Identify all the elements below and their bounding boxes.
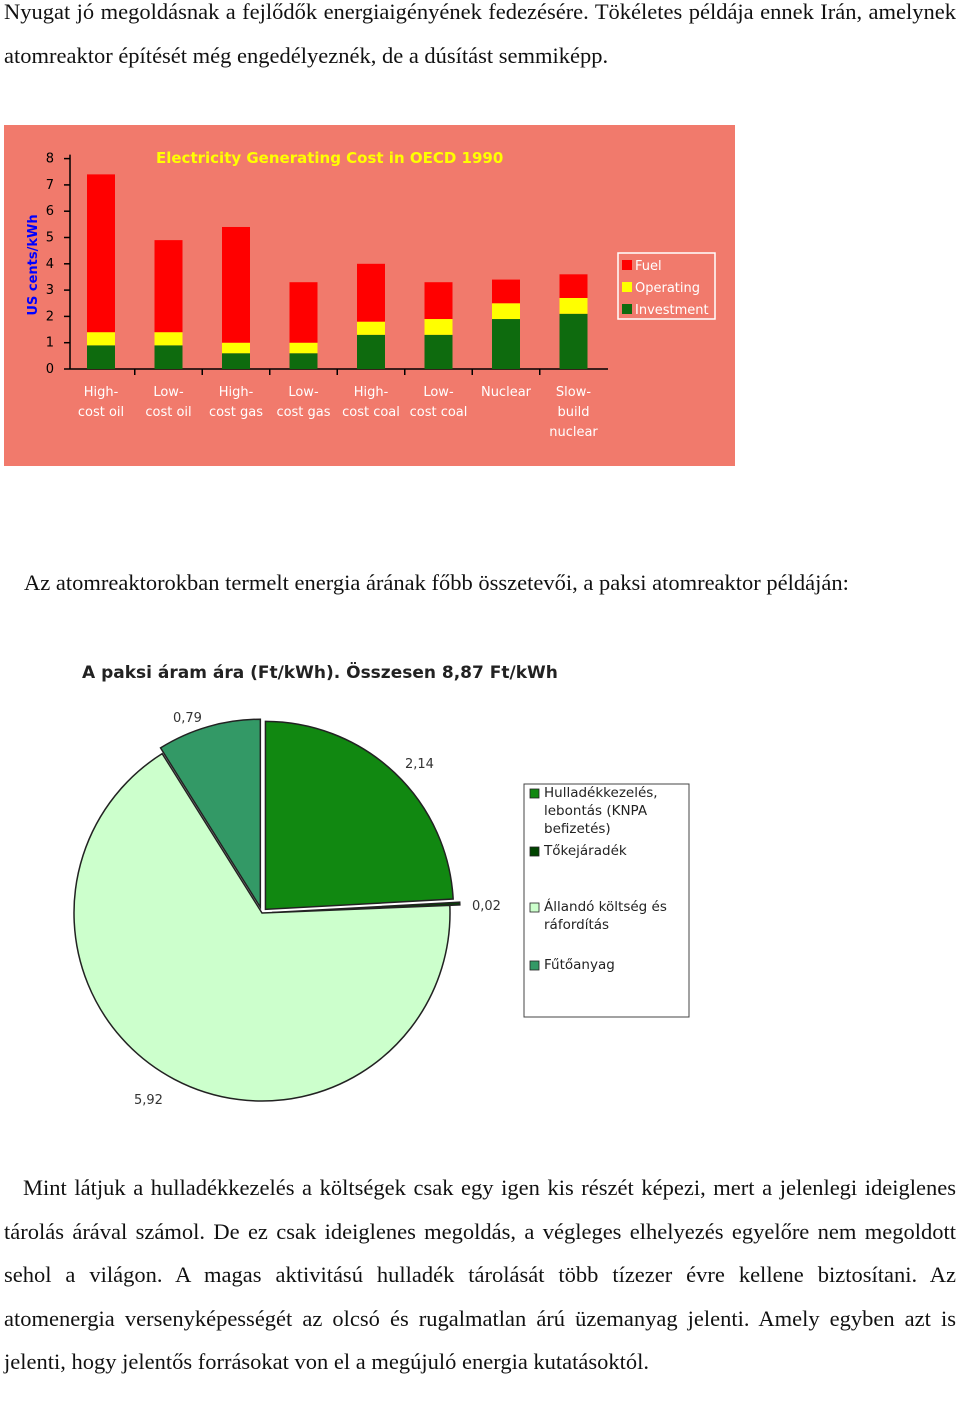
bar-chart-ytick-label: 1: [45, 335, 54, 351]
bar-chart-category-label: cost gas: [208, 405, 264, 420]
bar-segment-operating: [492, 303, 520, 319]
bar-chart-category-label: Low-: [288, 385, 319, 400]
bar-chart-title: Electricity Generating Cost in OECD 1990: [156, 149, 504, 167]
bar-segment-investment: [492, 319, 520, 369]
pie-value-label: 5,92: [134, 1093, 163, 1108]
bar-chart-ytick-label: 2: [45, 309, 54, 325]
bar-chart-svg: [4, 125, 735, 466]
bar-segment-fuel: [560, 274, 588, 298]
bar-segment-operating: [425, 319, 453, 335]
bar-chart-category-label: High-: [83, 385, 119, 400]
bar-chart-category-label: build: [557, 405, 590, 420]
pie-legend-label-line: lebontás (KNPA: [544, 803, 648, 819]
pie-legend-swatch: [530, 903, 539, 912]
bar-segment-fuel: [155, 240, 183, 332]
pie-value-label: 2,14: [405, 757, 434, 772]
pie-legend-label: [543, 843, 627, 859]
bar-chart-category-label: nuclear: [549, 425, 598, 440]
bar-chart-category-label: cost gas: [276, 405, 331, 420]
pie-value-label: 0,02: [472, 899, 501, 914]
bar-chart-category-label: Nuclear: [480, 385, 532, 400]
bar-segment-investment: [155, 345, 183, 369]
paragraph-pie-intro: Az atomreaktorokban termelt energia árának főbb összetevői, a paksi atomreaktor példáján:: [24, 570, 849, 595]
bar-segment-operating: [155, 332, 183, 345]
bar-chart-category-label: Slow-: [555, 385, 592, 400]
bar-chart: [4, 125, 735, 466]
bar-segment-fuel: [425, 282, 453, 319]
bar-chart-category-label: Low-: [423, 385, 454, 400]
bar-segment-fuel: [222, 227, 250, 343]
bar-chart-category-label: High-: [353, 385, 389, 400]
pie-legend-label-line: Hulladékkezelés,: [544, 785, 658, 801]
pie-value-label: 0,79: [173, 711, 202, 726]
bar-segment-fuel: [290, 282, 318, 342]
pie-chart: [60, 650, 720, 1120]
pie-chart-svg: [60, 650, 720, 1120]
bar-segment-fuel: [357, 264, 385, 322]
bar-chart-category-label: Low-: [153, 385, 184, 400]
bar-chart-legend-label: Operating: [635, 281, 700, 296]
bar-segment-investment: [222, 353, 250, 369]
pie-chart-title: A paksi áram ára (Ft/kWh). Összesen 8,87 Ft/kWh: [82, 663, 558, 683]
bar-chart-category-label: cost oil: [145, 405, 192, 420]
pie-legend-swatch: [530, 961, 539, 970]
bar-chart-ytick-label: 4: [45, 256, 54, 272]
bar-segment-fuel: [492, 280, 520, 304]
paragraph-intro: Nyugat jó megoldásnak a fejlődők energiaigényének fedezésére. Tökéletes példája ennek Irán, amelynek atomreaktor építését még engedélyeznék, de a dúsítást semmiképp.: [4, 0, 956, 68]
pie-legend-label-line: Tőkejáradék: [544, 843, 627, 859]
bar-segment-investment: [357, 335, 385, 369]
pie-legend-label: [544, 957, 615, 973]
bar-chart-category-label: cost coal: [409, 405, 468, 420]
pie-legend-swatch: [530, 847, 539, 856]
bar-segment-operating: [290, 343, 318, 354]
bar-chart-ylabel: US cents/kWh: [26, 214, 41, 316]
bar-segment-investment: [87, 345, 115, 369]
pie-legend-label-line: ráfordítás: [544, 917, 610, 933]
bar-segment-operating: [560, 298, 588, 314]
pie-legend-label-line: Fűtőanyag: [544, 957, 615, 973]
bar-chart-legend-swatch: [622, 282, 632, 292]
bar-chart-ytick-label: 3: [45, 283, 54, 299]
bar-segment-investment: [425, 335, 453, 369]
bar-segment-fuel: [87, 174, 115, 332]
pie-legend-label-line: Állandó költség és: [544, 899, 667, 915]
bar-chart-ytick-label: 0: [45, 362, 54, 377]
bar-chart-legend-swatch: [622, 260, 632, 270]
bar-segment-operating: [87, 332, 115, 345]
bar-chart-category-label: High-: [218, 385, 254, 400]
bar-chart-ytick-label: 8: [45, 151, 54, 167]
bar-chart-ytick-label: 6: [45, 204, 54, 220]
bar-segment-investment: [560, 314, 588, 369]
bar-segment-operating: [222, 343, 250, 354]
pie-legend-label-line: befizetés): [544, 821, 611, 837]
bar-chart-legend-label: Investment: [635, 303, 709, 318]
pie-legend-swatch: [530, 789, 539, 798]
pie-slice: [265, 721, 453, 909]
bar-chart-ytick-label: 5: [45, 230, 54, 246]
bar-chart-legend-swatch: [622, 304, 632, 314]
bar-chart-category-label: cost coal: [342, 405, 400, 420]
bar-segment-operating: [357, 322, 385, 335]
bar-chart-ytick-label: 7: [45, 177, 54, 193]
bar-chart-legend-label: Fuel: [635, 259, 662, 274]
bar-chart-category-label: cost oil: [77, 405, 125, 420]
bar-segment-investment: [290, 353, 318, 369]
paragraph-conclusion: Mint látjuk a hulladékkezelés a költségek csak egy igen kis részét képezi, mert a jelenlegi ideiglenes tárolás árával számol. De ez csak ideiglenes megoldás, a végleges elhelyezés egyelőre nem megoldott sehol a világon. A magas aktivitású hulladék tárolását több tízezer évre kellene biztosítani. Az atomenergia versenyképességét az olcsó és rugalmatlan árú üzemanyag jelenti. Amely egyben azt is jelenti, hogy jelentős forrásokat von el a megújuló energia kutatásoktól.: [4, 1175, 956, 1374]
